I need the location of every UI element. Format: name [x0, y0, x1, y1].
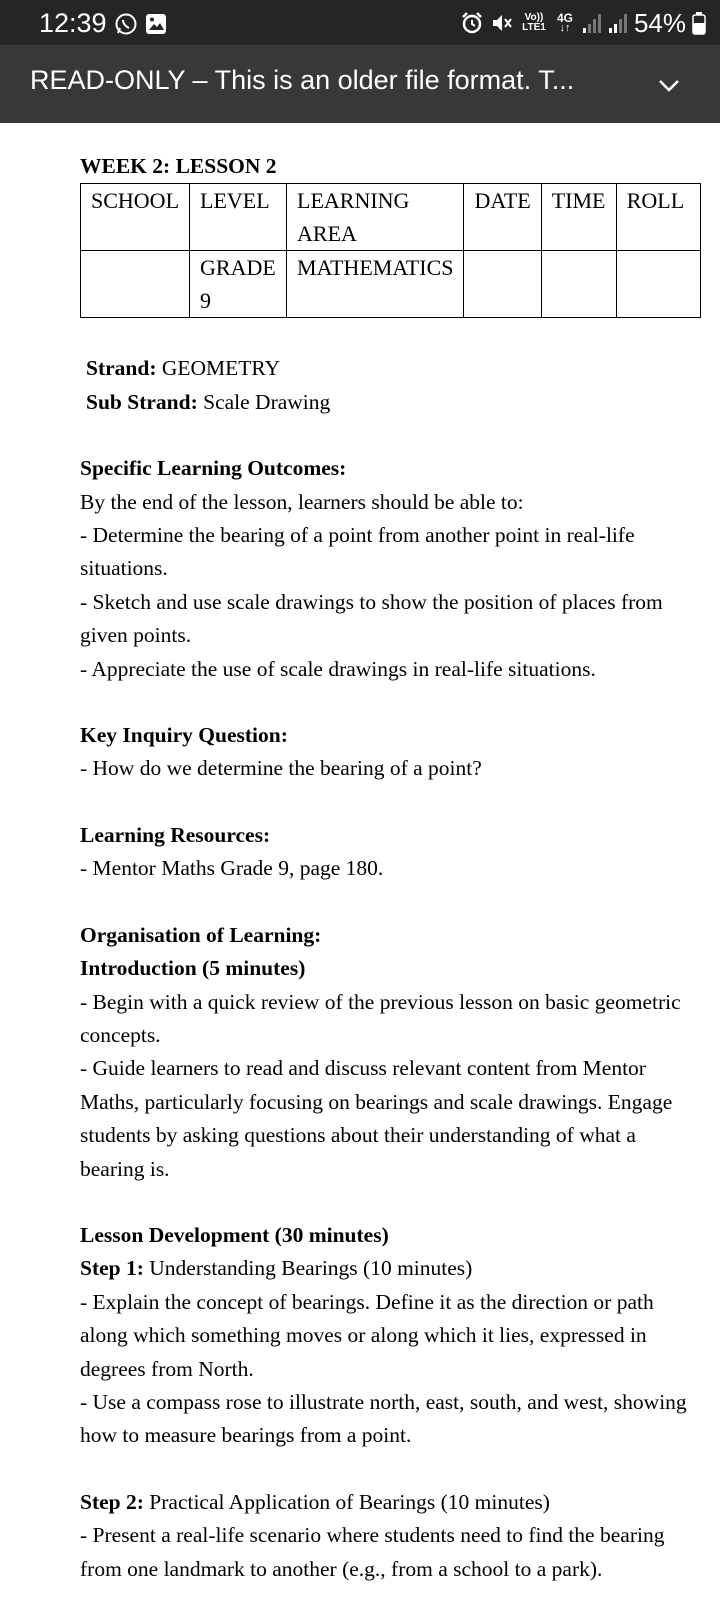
whatsapp-icon — [114, 12, 138, 36]
gallery-icon — [144, 12, 168, 36]
list-item: - Mentor Maths Grade 9, page 180. — [80, 856, 384, 881]
signal-icon — [582, 12, 602, 34]
lesson-title: WEEK 2: LESSON 2 — [80, 154, 277, 178]
document-body — [80, 150, 700, 1586]
table-cell — [81, 251, 190, 318]
step2-line: Step 2: Practical Application of Bearings (10 minutes) — [80, 1489, 550, 1514]
sub-strand-line: Sub Strand: Scale Drawing — [86, 389, 331, 414]
list-item: - Sketch and use scale drawings to show the position of places from given points. — [80, 589, 663, 648]
kiq-heading: Key Inquiry Question: — [80, 723, 288, 748]
battery-percent: 54% — [633, 7, 686, 38]
step1-line: Step 1: Understanding Bearings (10 minutes) — [80, 1256, 473, 1281]
battery-icon — [692, 11, 706, 35]
intro-heading: Introduction (5 minutes) — [80, 956, 306, 981]
table-header-row — [81, 184, 701, 251]
lesson-table — [80, 183, 701, 318]
table-cell: DATE — [464, 184, 541, 251]
table-row — [81, 251, 701, 318]
org-heading: Organisation of Learning: — [80, 922, 322, 947]
list-item: - Use a compass rose to illustrate north, east, south, and west, showing how to measure bearings from a point. — [80, 1389, 687, 1448]
table-cell — [464, 251, 541, 318]
chevron-down-icon[interactable] — [656, 72, 682, 98]
table-cell: LEARNING AREA — [287, 184, 464, 251]
list-item: - How do we determine the bearing of a point? — [80, 756, 482, 781]
list-item: - Guide learners to read and discuss relevant content from Mentor Maths, particularly focusing on bearings and scale drawings. Engage students by asking questions about their understanding of what a bearing is. — [80, 1056, 673, 1181]
notification-icons — [114, 12, 168, 36]
list-item: - Begin with a quick review of the previous lesson on basic geometric concepts. — [80, 989, 681, 1047]
list-item: - Appreciate the use of scale drawings in real-life situations. — [80, 656, 596, 681]
status-right — [460, 6, 706, 40]
mute-icon — [490, 11, 514, 35]
status-time: 12:39 — [39, 8, 107, 38]
table-cell: LEVEL — [190, 184, 287, 251]
list-item: - Determine the bearing of a point from another point in real-life situations. — [80, 523, 635, 581]
status-bar — [0, 0, 720, 45]
volte-indicator: Vo)) LTE1 — [522, 12, 546, 33]
table-cell — [541, 251, 616, 318]
table-cell: GRADE 9 — [190, 251, 287, 318]
network-gen-indicator: 4G ↓↑ — [556, 11, 573, 34]
table-cell: SCHOOL — [81, 184, 190, 251]
strand-line: Strand: GEOMETRY — [86, 356, 281, 381]
slo-intro: By the end of the lesson, learners should be able to: — [80, 489, 524, 514]
signal-icon-2 — [608, 12, 628, 34]
table-cell: MATHEMATICS — [287, 251, 464, 318]
list-item: - Present a real-life scenario where students need to find the bearing from one landmark to another (e.g., from a school to a park). — [80, 1523, 665, 1581]
table-cell: ROLL — [616, 184, 700, 251]
alarm-icon — [460, 11, 484, 35]
table-cell: TIME — [541, 184, 616, 251]
dev-heading: Lesson Development (30 minutes) — [80, 1222, 389, 1247]
banner-text: READ-ONLY – This is an older file format. T... — [30, 65, 575, 95]
resources-heading: Learning Resources: — [80, 822, 271, 847]
slo-heading: Specific Learning Outcomes: — [80, 456, 347, 481]
list-item: - Explain the concept of bearings. Define it as the direction or path along which something moves or along which it lies, expressed in degrees from North. — [80, 1289, 654, 1381]
read-only-banner[interactable] — [0, 45, 720, 123]
table-cell — [616, 251, 700, 318]
